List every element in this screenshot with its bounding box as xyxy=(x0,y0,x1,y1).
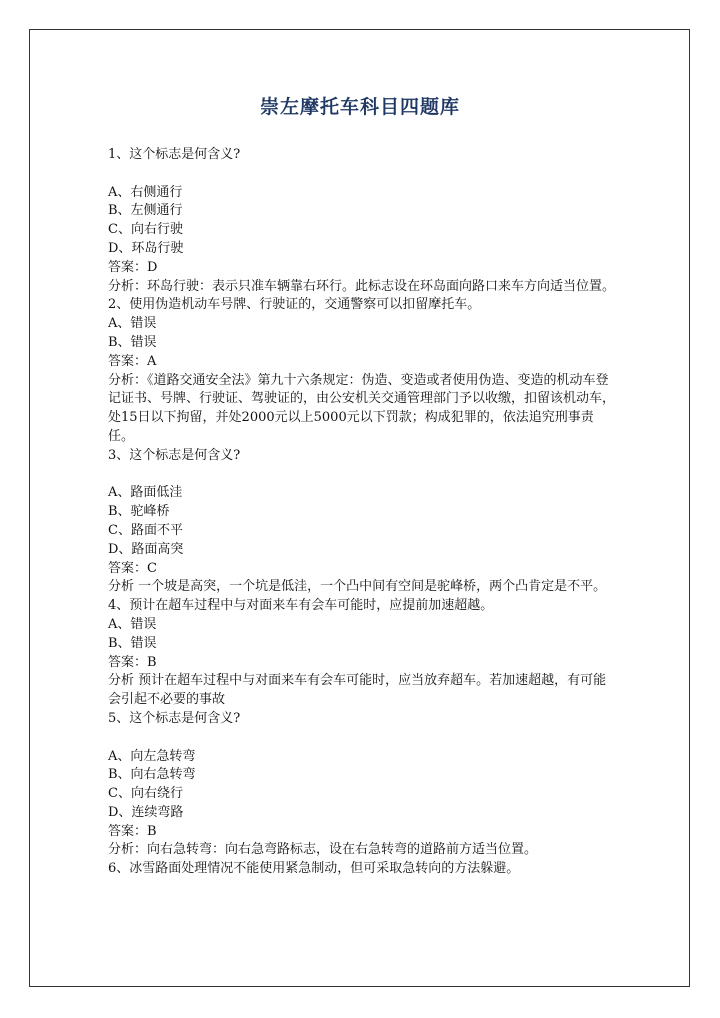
analysis: 分析：《道路交通安全法》第九十六条规定：伪造、变造或者使用伪造、变造的机动车登记证书、号牌、行驶证、驾驶证的，由公安机关交通管理部门予以收缴，扣留该机动车，处15日以下拘留，并处2000元以上5000元以下罚款；构成犯罪的，依法追究刑事责任。 xyxy=(108,372,616,444)
answer: 答案：B xyxy=(108,654,157,670)
option-a: A、错误 xyxy=(108,316,157,332)
question-list xyxy=(108,146,616,879)
option-b: B、错误 xyxy=(108,334,157,350)
option-b: B、错误 xyxy=(108,635,157,651)
option-a: A、错误 xyxy=(108,616,157,632)
analysis: 分析：环岛行驶：表示只准车辆靠右环行。此标志设在环岛面向路口来车方向适当位置。 xyxy=(108,278,616,294)
option-c: C、向右行驶 xyxy=(108,222,183,238)
question-text: 5、这个标志是何含义? xyxy=(108,710,241,726)
analysis: 分析 一个坡是高突，一个坑是低洼，一个凸中间有空间是驼峰桥，两个凸肯定是不平。 xyxy=(108,579,607,595)
option-b: B、向右急转弯 xyxy=(108,767,196,783)
question-text: 1、这个标志是何含义? xyxy=(108,147,241,162)
question-block xyxy=(108,860,616,879)
sign-image-gap xyxy=(108,466,616,485)
option-a: A、向左急转弯 xyxy=(108,748,196,764)
answer: 答案：C xyxy=(108,560,157,576)
question-text: 2、使用伪造机动车号牌、行驶证的，交通警察可以扣留摩托车。 xyxy=(108,297,481,313)
option-c: C、路面不平 xyxy=(108,522,183,538)
analysis: 分析 预计在超车过程中与对面来车有会车可能时，应当放弃超车。若加速超越，有可能会引起不必要的事故 xyxy=(108,673,607,708)
option-d: D、连续弯路 xyxy=(108,804,184,820)
document-title: 崇左摩托车科目四题库 xyxy=(259,96,460,118)
question-block xyxy=(108,296,616,446)
question-block xyxy=(108,597,616,710)
sign-image-gap xyxy=(108,729,616,748)
option-d: D、环岛行驶 xyxy=(108,240,184,256)
answer: 答案：D xyxy=(108,259,158,275)
sign-image-gap xyxy=(108,165,616,184)
option-d: D、路面高突 xyxy=(108,541,184,557)
question-block xyxy=(108,710,616,860)
question-text: 6、冰雪路面处理情况不能使用紧急制动，但可采取急转向的方法躲避。 xyxy=(108,861,520,877)
option-c: C、向右绕行 xyxy=(108,786,183,802)
analysis: 分析：向右急转弯：向右急弯路标志，设在右急转弯的道路前方适当位置。 xyxy=(108,842,538,858)
question-text: 3、这个标志是何含义? xyxy=(108,447,241,463)
answer: 答案：A xyxy=(108,353,157,369)
question-text: 4、预计在超车过程中与对面来车有会车可能时，应提前加速超越。 xyxy=(108,598,494,614)
option-b: B、驼峰桥 xyxy=(108,504,170,520)
answer: 答案：B xyxy=(108,823,157,839)
option-a: A、右侧通行 xyxy=(108,184,183,200)
option-a: A、路面低洼 xyxy=(108,485,183,501)
question-block xyxy=(108,447,616,597)
option-b: B、左侧通行 xyxy=(108,203,183,219)
question-block xyxy=(108,146,616,296)
